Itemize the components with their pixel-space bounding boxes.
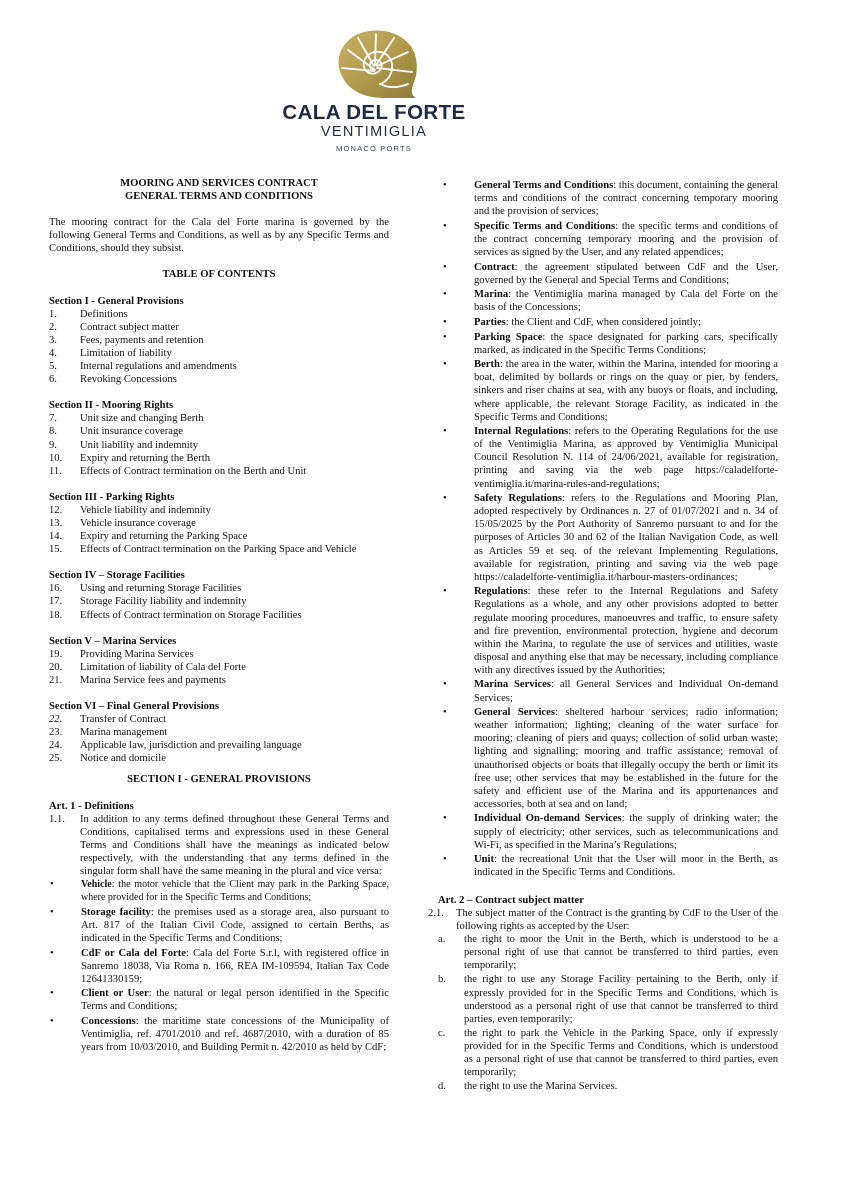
toc-entry-title: Marina management [80, 727, 168, 739]
right-item-text: the right to moor the Unit in the Berth, which is understood to be a personal right of use that cannot be transferred to third parties, even temporarily; [464, 934, 778, 972]
right-item [436, 973, 778, 1025]
definition-term: Contract [474, 261, 515, 273]
toc-entry-number: 5. [49, 361, 57, 373]
definition-term: Marina [474, 289, 509, 301]
toc-entry-title: Transfer of Contract [80, 714, 167, 726]
clause-2-1 [428, 907, 778, 933]
toc-entry [49, 412, 389, 425]
toc-section-title: Section IV – Storage Facilities [49, 570, 185, 582]
toc-entry-number: 13. [49, 517, 63, 529]
toc-entry-number: 1. [49, 308, 57, 320]
toc-heading: TABLE OF CONTENTS [162, 269, 276, 281]
definition-text [474, 261, 778, 287]
toc-entry [49, 439, 389, 452]
bullet-icon: • [443, 261, 447, 273]
clause-text: The subject matter of the Contract is the granting by CdF to the User of the following rights as accepted by the User: [456, 907, 778, 933]
definition-term: Regulations [474, 586, 528, 598]
right-item-letter: c. [438, 1027, 446, 1039]
section1-heading: SECTION I - GENERAL PROVISIONS [127, 774, 311, 786]
toc-entry [49, 530, 389, 543]
definition-text [474, 678, 778, 704]
toc-entry-number: 24. [49, 740, 63, 752]
definition-term: Client or User [81, 988, 149, 1000]
logo-group: MONACO PORTS [336, 144, 412, 153]
toc-entry-number: 4. [49, 347, 57, 359]
definition-term: Specific Terms and Conditions [474, 220, 616, 232]
bullet-icon: • [443, 854, 447, 866]
right-item [436, 1080, 778, 1093]
definition-item [442, 220, 778, 259]
definition-term: Vehicle [81, 879, 112, 891]
definition-text [474, 358, 778, 423]
toc-entry [49, 739, 389, 752]
toc-entry [49, 334, 389, 347]
toc-entry-number: 14. [49, 531, 63, 543]
toc-entry-title: Vehicle insurance coverage [80, 517, 196, 529]
definition-body: : the natural or legal person identified in the Specific Terms and Conditions; [81, 988, 389, 1013]
bullet-icon: • [443, 813, 447, 825]
toc-entry-number: 3. [49, 334, 57, 346]
toc-entry [49, 595, 389, 608]
left-column [49, 177, 389, 1056]
definition-item [442, 179, 778, 218]
definition-text [474, 812, 778, 851]
right-item [436, 933, 778, 972]
toc-entry-number: 25. [49, 753, 63, 765]
definition-body: : refers to the Regulations and Mooring Plan, adopted respectively by Ordinances n. 27 of 01/07/2021 and n. 34 of 15/05/2025 by the Port Authority of Sanremo pursuant to and for the purposes of Articles 30 and 62 of the Italian Navigation Code, as well as Articles 59 et seq. of the relevant Implementing Regulations, available for registration, printing and saving via the web page https://caladelforte-ventimiglia.it/harbour-masters-ordinances; [474, 493, 778, 583]
bullet-icon: • [443, 331, 447, 343]
definition-item [442, 331, 778, 357]
toc-entry-number: 21. [49, 674, 63, 686]
right-item-text: the right to use any Storage Facility pertaining to the Berth, only if expressly provided for in the Specific Terms and Conditions, which is understood as a personal right of use that cannot be transferred to third parties, even temporarily; [464, 974, 778, 1025]
definition-body: : Cala del Forte S.r.l, with registered office in Sanremo 18038, Via Roma n. 166, REA IM-109594, Italian Tax Code 12641330159; [81, 947, 390, 985]
definition-body: : the supply of drinking water; the supply of electricity; other services, such as telecommunications and Wi-Fi, as specified in the Marina’s Regulations; [474, 813, 778, 851]
toc-entry [49, 425, 389, 438]
definition-text [474, 331, 778, 357]
toc-entry-title: Internal regulations and amendments [80, 361, 237, 373]
definition-text [81, 878, 389, 904]
definition-term: Unit [474, 854, 495, 866]
definition-body: : the motor vehicle that the Client may park in the Parking Space, where provided for in the Specific Terms and Conditions; [81, 879, 389, 904]
toc-entry-number: 23. [49, 727, 63, 739]
bullet-icon: • [443, 180, 447, 191]
toc-section-title: Section III - Parking Rights [49, 491, 175, 503]
toc-entry-title: Expiry and returning the Parking Space [80, 531, 248, 543]
definition-term: Individual On-demand Services [474, 813, 622, 825]
bullet-icon: • [50, 947, 54, 959]
definition-item [442, 492, 778, 584]
toc-entry-title: Unit size and changing Berth [80, 413, 204, 425]
toc-entry [49, 465, 389, 478]
toc-entry-number: 19. [49, 648, 63, 660]
toc-entry [49, 347, 389, 360]
toc-entry-title: Providing Marina Services [80, 648, 194, 660]
logo-brand-name: CALA DEL FORTE [282, 101, 466, 124]
definition-body: : the premises used as a storage area, also pursuant to Art. 817 of the Italian Civil Code, assigned to certain Berths, as indicated in the Specific Terms and Conditions; [81, 906, 390, 944]
intro-paragraph: The mooring contract for the Cala del Forte marina is governed by the following General Terms and Conditions, as well as by any Specific Terms and Conditions, should they subsist. [49, 217, 389, 255]
toc-entry [49, 648, 389, 661]
toc-entry-title: Revoking Concessions [80, 374, 177, 386]
right-item-letter: d. [438, 1081, 446, 1093]
toc-entry-number: 22. [49, 714, 63, 726]
definition-item [442, 853, 778, 879]
art2-heading: Art. 2 – Contract subject matter [438, 894, 584, 906]
definition-item [442, 706, 778, 811]
definition-term: Concessions [81, 1016, 136, 1028]
definition-item [442, 425, 778, 490]
toc-section-title: Section V – Marina Services [49, 635, 177, 647]
nautilus-shell-icon [328, 26, 420, 100]
definition-body: : sheltered harbour services; radio information; weather information; lighting; cleaning of the water surface for mooring; cleaning of piers and quays; collection of solid urban waste; lighting and signalling; mooring and traffic assistance; removal of unauthorised objects or boats that illegally occupy the berth or limit its free use; other services that may be established in the future for the safety and efficient use of the Marina and its appurtenances and accessories, both at sea and on land; [474, 707, 778, 810]
toc-entry [49, 452, 389, 465]
definition-text [81, 987, 389, 1013]
definition-body: : the Client and CdF, when considered jointly; [505, 316, 701, 328]
toc-entry [49, 752, 389, 765]
definition-item [49, 947, 389, 986]
definition-body: : the agreement stipulated between CdF and the User, governed by the General and Special Terms and Conditions; [474, 261, 778, 286]
definition-item [49, 878, 389, 904]
definition-text [474, 425, 778, 490]
bullet-icon: • [443, 586, 447, 598]
definition-text [81, 1015, 389, 1054]
toc-entry [49, 373, 389, 386]
clause-number: 2.1. [428, 907, 444, 919]
definition-text [474, 706, 778, 811]
toc-entry [49, 726, 389, 739]
toc-entry-number: 8. [49, 426, 57, 438]
toc-entry-number: 15. [49, 544, 63, 556]
toc-entry-number: 2. [49, 321, 57, 333]
definition-text [81, 947, 389, 986]
toc-section-title: Section I - General Provisions [49, 295, 184, 307]
definition-term: Parking Space [474, 331, 543, 343]
bullet-icon: • [443, 493, 447, 505]
definition-text [474, 492, 778, 584]
bullet-icon: • [50, 879, 54, 891]
toc-entry-title: Notice and domicile [80, 753, 166, 765]
toc-entry [49, 360, 389, 373]
right-column [428, 179, 779, 1094]
clause-number: 1.1. [49, 813, 65, 825]
right-item-text: the right to use the Marina Services. [464, 1081, 618, 1093]
toc-entry-title: Effects of Contract termination on the Berth and Unit [80, 465, 307, 477]
toc-entry-number: 16. [49, 583, 63, 595]
toc-entry-title: Limitation of liability [80, 347, 172, 359]
toc-entry-number: 18. [49, 609, 63, 621]
definition-term: Internal Regulations [474, 426, 569, 438]
definition-body: : the maritime state concessions of the Municipality of Ventimiglia, ref. 4701/2010 and ref. 4687/2010, with a duration of 85 years from 10/03/2010, and Building Permit n. 42/2010 as held by CdF; [81, 1016, 389, 1054]
definition-body: : the area in the water, within the Marina, intended for mooring a boat, delimited by bollards or rings on the quay or pier, by fenders, sinkers and riser chains at sea, with any buoys or floats, and including, where applicable, the relevant Storage Facility, as indicated in the Specific Terms and Conditions; [474, 359, 778, 423]
toc-entry-title: Marina Service fees and payments [80, 674, 226, 686]
toc-entry-title: Effects of Contract termination on Storage Facilities [80, 609, 302, 621]
definition-term: Marina Services [474, 679, 552, 691]
toc-entry-number: 11. [49, 465, 62, 477]
toc-entry-title: Vehicle liability and indemnity [80, 504, 211, 516]
toc-entry [49, 543, 389, 556]
bullet-icon: • [443, 679, 447, 691]
toc-entry [49, 504, 389, 517]
document-title-line2: GENERAL TERMS AND CONDITIONS [125, 191, 313, 203]
toc-entry-title: Storage Facility liability and indemnity [80, 596, 247, 608]
toc-entry-title: Limitation of liability of Cala del Forte [80, 661, 246, 673]
bullet-icon: • [443, 426, 447, 438]
toc-entry-title: Unit insurance coverage [80, 426, 183, 438]
bullet-icon: • [443, 289, 447, 301]
definition-text [474, 220, 778, 259]
logo-location: VENTIMIGLIA [320, 124, 428, 140]
toc-entry [49, 308, 389, 321]
definition-item [442, 261, 778, 287]
right-item-letter: a. [438, 934, 446, 946]
toc-entry [49, 661, 389, 674]
clause-text: In addition to any terms defined throughout these General Terms and Conditions, capitalised terms and expressions used in these General Terms and Conditions shall have the meanings as indicated below respectively, with the understanding that any terms defined in the singular form shall have the same meaning in the plural and vice versa: [80, 813, 389, 878]
toc-entry [49, 713, 389, 726]
toc-entry-title: Definitions [80, 308, 128, 320]
bullet-icon: • [50, 1016, 54, 1028]
definition-item [49, 906, 389, 945]
definition-item [49, 987, 389, 1013]
bullet-icon: • [50, 988, 54, 1000]
toc-entry-title: Unit liability and indemnity [80, 439, 198, 451]
definition-term: CdF or Cala del Forte [81, 947, 186, 959]
toc-entry-number: 7. [49, 413, 57, 425]
definition-body: : all General Services and Individual On-demand Services; [474, 679, 779, 704]
bullet-icon: • [443, 316, 447, 328]
definition-term: General Terms and Conditions [474, 180, 614, 191]
bullet-icon: • [443, 707, 447, 719]
art2-rights-list [438, 933, 778, 1093]
definition-text [474, 853, 778, 879]
definition-item [442, 316, 778, 329]
toc-entry [49, 517, 389, 530]
toc-section-title: Section VI – Final General Provisions [49, 701, 219, 712]
definition-term: Storage facility [81, 906, 151, 918]
right-item-letter: b. [438, 974, 446, 986]
definition-term: Berth [474, 359, 500, 371]
toc-entry-number: 20. [49, 661, 63, 673]
definition-body: : this document, containing the general terms and conditions of the contract concerning temporary mooring and the provision of services; [474, 180, 779, 218]
toc-entry-number: 17. [49, 596, 63, 608]
bullet-icon: • [50, 906, 54, 918]
table-of-contents [49, 295, 389, 766]
definition-item [442, 585, 778, 677]
definition-body: : the space designated for parking cars, specifically marked, as indicated in the Specific Terms Conditions; [474, 331, 778, 356]
definition-item [442, 812, 778, 851]
bullet-icon: • [443, 220, 447, 232]
right-item [436, 1027, 778, 1079]
definition-text [474, 585, 778, 677]
definition-term: General Services [474, 707, 555, 719]
right-item-text: the right to park the Vehicle in the Parking Space, only if expressly provided for in the Specific Terms and Conditions, which is understood as a personal right of use that cannot be transferred to third parties, even temporarily; [464, 1027, 778, 1079]
toc-entry [49, 582, 389, 595]
definition-text [474, 288, 778, 314]
company-logo [278, 26, 470, 156]
definition-term: Parties [474, 316, 506, 328]
definition-body: : the specific terms and conditions of the contract concerning temporary mooring and the provision of services as signed by the User, and any related appendices; [474, 220, 778, 258]
definitions-list-right [442, 179, 778, 879]
clause-1-1 [49, 813, 389, 878]
definition-term: Safety Regulations [474, 493, 562, 505]
toc-entry [49, 321, 389, 334]
toc-entry-title: Expiry and returning the Berth [80, 452, 211, 464]
definition-text [81, 906, 389, 945]
toc-entry [49, 674, 389, 687]
definition-item [49, 1015, 389, 1054]
bullet-icon: • [443, 359, 447, 371]
toc-entry [49, 609, 389, 622]
toc-entry-number: 12. [49, 504, 63, 516]
definition-body: : the Ventimiglia marina managed by Cala del Forte on the basis of the Concessions; [474, 289, 778, 314]
toc-entry-number: 10. [49, 452, 63, 464]
definition-item [442, 288, 778, 314]
toc-entry-title: Applicable law, jurisdiction and prevailing language [80, 740, 302, 752]
toc-entry-title: Effects of Contract termination on the Parking Space and Vehicle [80, 544, 357, 556]
document-title-line1: MOORING AND SERVICES CONTRACT [120, 178, 318, 189]
definition-item [442, 358, 778, 423]
toc-entry-number: 9. [49, 439, 57, 451]
definition-body: : these refer to the Internal Regulations and Safety Regulations as a whole, and any other provisions adopted to better regulate mooring procedures, manoeuvres and traffic, to ensure safety and fire prevention, environmental protection, hygiene and decorum within the Marina, to regulate the use of services and utilities, waste disposal and anything else that may be necessary, including compliance with any directives issued by the Authorities; [474, 586, 778, 676]
toc-entry-title: Using and returning Storage Facilities [80, 583, 242, 595]
toc-entry-number: 6. [49, 374, 57, 386]
definition-body: : the recreational Unit that the User will moor in the Berth, as indicated in the Specific Terms and Conditions. [474, 854, 778, 879]
definition-text [474, 316, 778, 329]
toc-entry-title: Fees, payments and retention [80, 334, 204, 346]
toc-entry-title: Contract subject matter [80, 321, 179, 333]
art1-heading: Art. 1 - Definitions [49, 800, 134, 812]
definition-text [474, 179, 778, 218]
definitions-list-left [49, 878, 389, 1054]
definition-body: : refers to the Operating Regulations for the use of the Ventimiglia Marina, as approved by Ventimiglia Municipal Council Resolution N. 114 of 24/06/2021, available for registration, printing and saving via the web page https://caladelforte-ventimiglia.it/marina-rules-and-regulations; [474, 426, 778, 490]
toc-section-title: Section II - Mooring Rights [49, 400, 174, 412]
definition-item [442, 678, 778, 704]
